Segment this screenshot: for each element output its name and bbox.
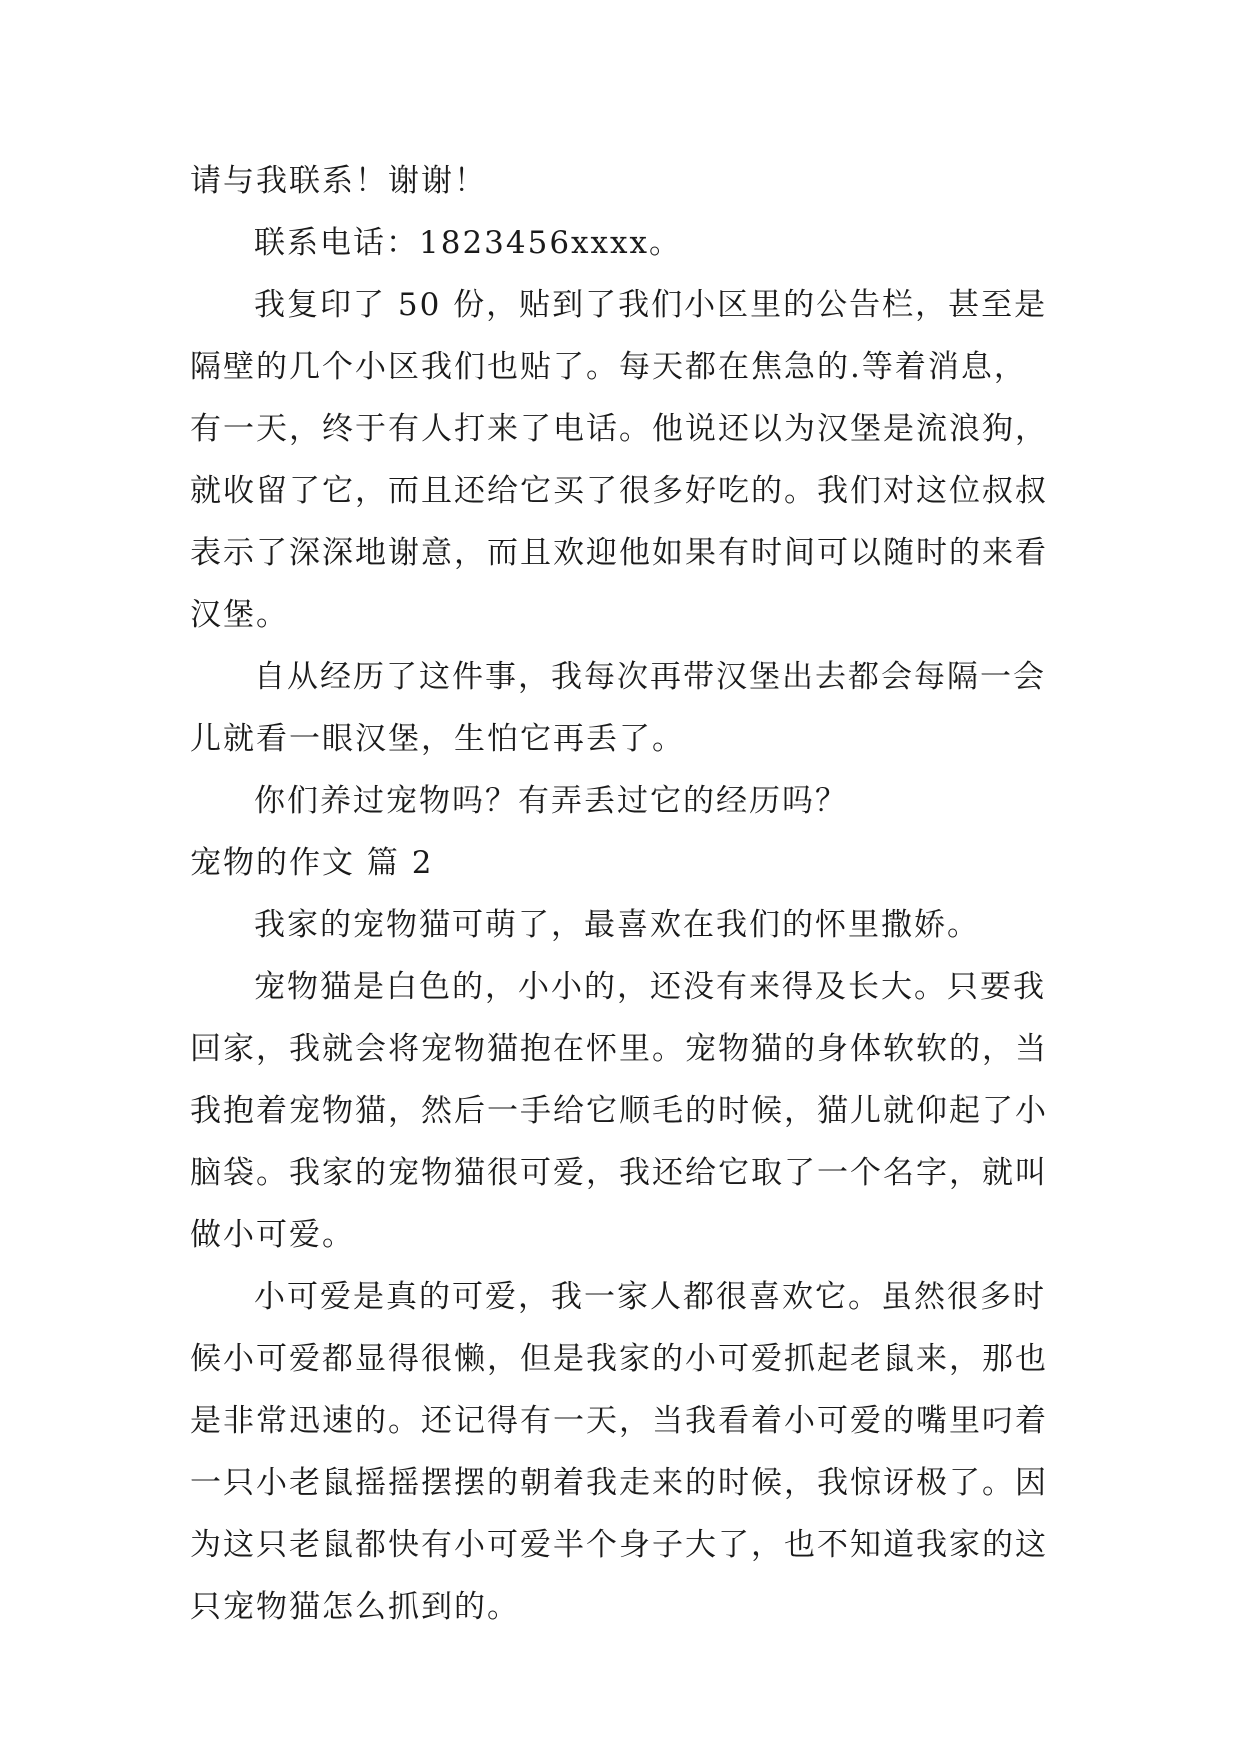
text-line: 是非常迅速的。还记得有一天，当我看着小可爱的嘴里叼着 xyxy=(190,1403,1048,1439)
text-line: 有一天，终于有人打来了电话。他说还以为汉堡是流浪狗， xyxy=(190,411,1048,447)
text-line: 我抱着宠物猫，然后一手给它顺毛的时候，猫儿就仰起了小 xyxy=(190,1093,1048,1129)
text-line: 候小可爱都显得很懒，但是我家的小可爱抓起老鼠来，那也 xyxy=(190,1341,1048,1377)
text-line: 我家的宠物猫可萌了，最喜欢在我们的怀里撒娇。 xyxy=(254,907,980,943)
document-body xyxy=(190,150,1050,1638)
text-line: 脑袋。我家的宠物猫很可爱，我还给它取了一个名字，就叫 xyxy=(190,1155,1048,1191)
section-heading: 宠物的作文 篇 2 xyxy=(190,845,434,881)
text-line: 自从经历了这件事，我每次再带汉堡出去都会每隔一会 xyxy=(254,659,1046,695)
text-line: 你们养过宠物吗？有弄丢过它的经历吗？ xyxy=(254,783,848,819)
text-line: 宠物猫是白色的，小小的，还没有来得及长大。只要我 xyxy=(254,969,1046,1005)
text-line: 为这只老鼠都快有小可爱半个身子大了，也不知道我家的这 xyxy=(190,1527,1048,1563)
text-line: 联系电话：1823456xxxx。 xyxy=(254,225,682,261)
text-line: 回家，我就会将宠物猫抱在怀里。宠物猫的身体软软的，当 xyxy=(190,1031,1048,1067)
text-line: 汉堡。 xyxy=(190,597,289,633)
text-line: 隔壁的几个小区我们也贴了。每天都在焦急的.等着消息， xyxy=(190,349,1027,385)
text-line: 做小可爱。 xyxy=(190,1217,355,1253)
text-line: 儿就看一眼汉堡，生怕它再丢了。 xyxy=(190,721,685,757)
text-line: 请与我联系！谢谢！ xyxy=(190,163,487,199)
text-line: 小可爱是真的可爱，我一家人都很喜欢它。虽然很多时 xyxy=(254,1279,1046,1315)
text-line: 一只小老鼠摇摇摆摆的朝着我走来的时候，我惊讶极了。因 xyxy=(190,1465,1048,1501)
text-line: 我复印了 50 份，贴到了我们小区里的公告栏，甚至是 xyxy=(254,287,1048,323)
text-line: 就收留了它，而且还给它买了很多好吃的。我们对这位叔叔 xyxy=(190,473,1048,509)
text-line: 表示了深深地谢意，而且欢迎他如果有时间可以随时的来看 xyxy=(190,535,1048,571)
text-line: 只宠物猫怎么抓到的。 xyxy=(190,1589,520,1625)
